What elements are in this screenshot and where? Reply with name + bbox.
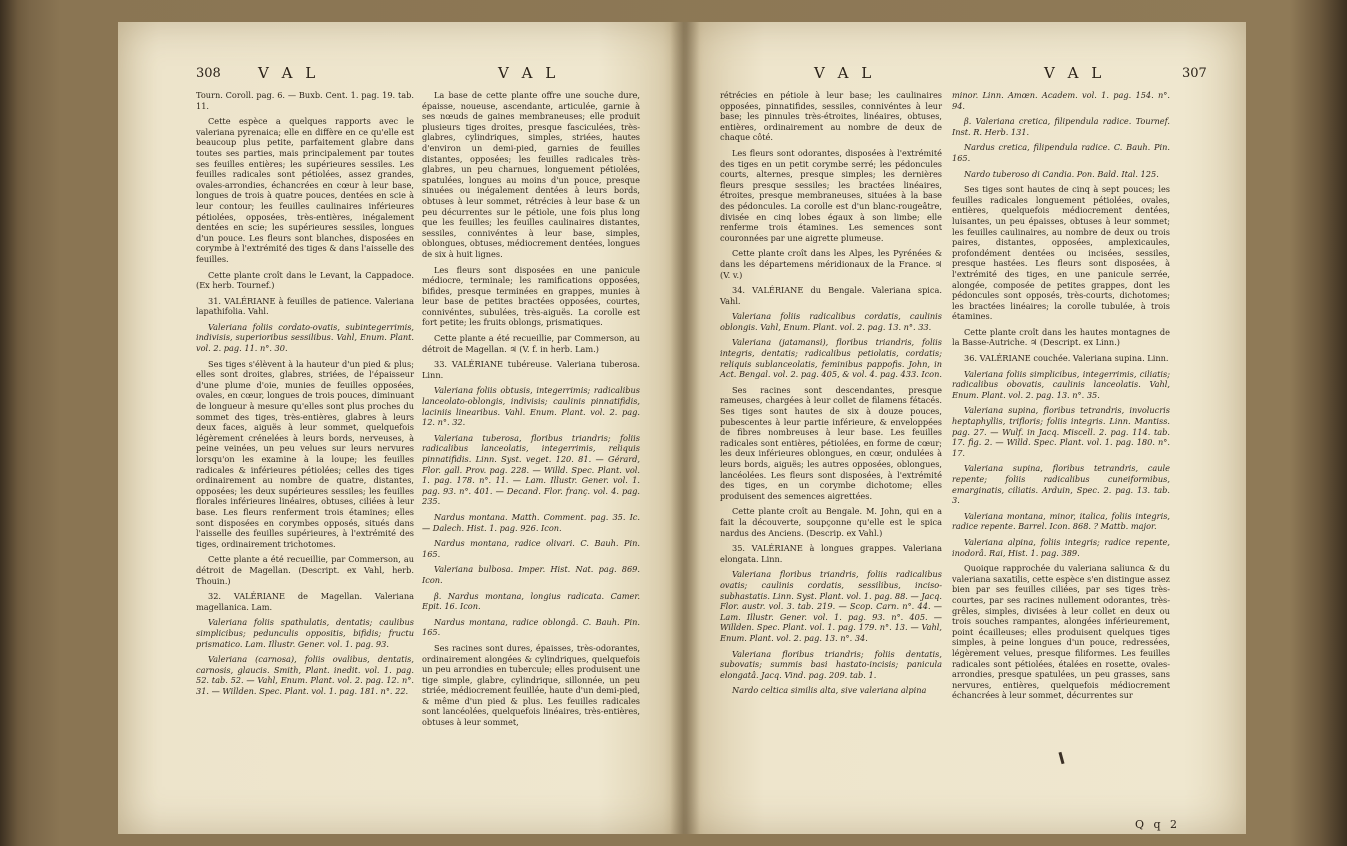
paragraph: Les fleurs sont odorantes, disposées à l'extrémité des tiges en un petit corymbe serré; les pédoncules courts, alternes, presque simples; les dernières fleurs presque sessiles; les bractées linéaires, étroites, presque membraneuses, situées à la base des pédoncules. La corolle est d'un blanc-rougeâtre, divisée en cinq lobes égaux à son limbe; elle renferme trois étamines. Les semences sont couronnées par une aigrette plumeuse. [720,147,942,243]
species-heading: 32. VALÉRIANE de Magellan. Valeriana magellanica. Lam. [196,591,414,612]
citation: β. Valeriana cretica, filipendula radice. Tournef. Inst. R. Herb. 131. [952,116,1170,137]
paragraph: Cette plante croît dans le Levant, la Cappadoce. (Ex herb. Tournef.) [196,269,414,291]
paragraph: Ses racines sont descendantes, presque rameuses, chargées à leur collet de filamens fétacés. Ses tiges sont hautes de six à douze pouces, pubescentes à leur partie inférieure, & enveloppées de fibres nombreuses à leur base. Les feuilles radicales sont entières, pétiolées, en forme de cœur; les deux inférieures oblongues, en cœur, ondulées à leurs bords, aiguës; les autres opposées, oblongues, lancéolées. Les fleurs sont disposées, à l'extrémité des tiges, en un corymbe dichotome; elles produisent des semences aigrettées. [720,384,942,501]
paragraph: Cette plante croît dans les hautes montagnes de la Basse-Autriche. ♃ (Descript. ex Linn.) [952,326,1170,348]
left-page-number: 308 [196,66,221,81]
citation: Valeriana tuberosa, floribus triandris; foliis radicalibus lanceolatis, integerrimis, reliquis pinnatifidis. Linn. Syst. veget. 120. 81. — Gérard, Flor. gall. Prov. pag. 228. — Willd. Spec. Plant. vol. 1. pag. 178. n°. 11. — Lam. Illustr. Gener. vol. 1. pag. 93. n°. 401. — Decand. Flor. franç. vol. 4. pag. 235. [422,432,640,507]
citation: Valeriana (jatamansi), floribus triandris, foliis integris, dentatis; radicalibus petiolatis, cordatis; reliquis sublanceolatis, feminibus pappofis. John, in Act. Bengal. vol. 2. pag. 405, & vol. 4. pag. 433. Icon. [720,337,942,380]
citation: Valeriana foliis cordato-ovatis, subintegerrimis, indivisis, superioribus sessilibus. Vahl, Enum. Plant. vol. 2. pag. 11. n°. 30. [196,321,414,354]
citation: Valeriana (carnosa), foliis ovalibus, dentatis, carnosis, glaucis. Smith, Plant. inedit. vol. 1. pag. 52. tab. 52. — Vahl, Enum. Plant. vol. 2. pag. 12. n°. 31. — Willden. Spec. Plant. vol. 1. pag. 181. n°. 22. [196,654,414,696]
citation: minor. Linn. Amœn. Academ. vol. 1. pag. 154. n°. 94. [952,90,1170,111]
left-running-head-1: V A L [258,64,320,82]
citation: Valeriana foliis radicalibus cordatis, caulinis oblongis. Vahl, Enum. Plant. vol. 2. pag. 13. n°. 33. [720,311,942,332]
citation: Nardus montana, radice olivari. C. Bauh. Pin. 165. [422,538,640,559]
paragraph: La base de cette plante offre une souche dure, épaisse, noueuse, ascendante, articulée, garnie à ses nœuds de gaines membraneuses; elle produit plusieurs tiges droites, presque fasciculées, très-glabres, cylindriques, simples, striées, hautes d'environ un demi-pied, garnies de feuilles distantes, opposées; les feuilles radicales très-glabres, un peu charnues, longuement pétiolées, spatulées, longues au moins d'un pouce, presque sinuées ou inégalement dentées à leurs bords, obtuses à leur sommet, rétrécies à leur base & un peu décurrentes sur le pétiole, une fois plus long que les feuilles; les feuilles caulinaires distantes, sessiles, connivéntes à leur base, simples, oblongues, obtuses, médiocrement dentées, longues de six à huit lignes. [422,90,640,259]
citation: β. Nardus montana, longius radicata. Camer. Epit. 16. Icon. [422,590,640,612]
citation: Valeriana alpina, foliis integris; radice repente, inodorâ. Rai, Hist. 1. pag. 389. [952,536,1170,558]
paragraph: Cette espèce a quelques rapports avec le valeriana pyrenaica; elle en diffère en ce qu'elle est beaucoup plus petite, parfaitement glabre dans toutes ses parties, mais principalement par toutes ses feuilles entières; les supérieures sessiles. Les feuilles radicales sont pétiolées, assez grandes, ovales-arrondies, échancrées en cœur à leur base, longues de trois à quatre pouces, dentées en scie à leur contour; les feuilles caulinaires inférieures pétiolées, opposées, très-entières, inégalement dentées en scie; les supérieures sessiles, longues d'un pouce. Les fleurs sont blanches, disposées en corymbe à l'extrémité des tiges & dans l'aisselle des feuilles. [196,116,414,264]
citation: Valeriana foliis simplicibus, integerrimis, ciliatis; radicalibus obovatis, caulinis lanceolatis. Vahl, Enum. Plant. vol. 2. pag. 13. n°. 35. [952,368,1170,400]
paragraph: Les fleurs sont disposées en une panicule médiocre, terminale; les ramifications opposées, bifides, presque terminées en grappes, munies à leur base de petites bractées opposées, courtes, connivéntes, subulées, très-aiguës. La corolle est fort petite; les fruits oblongs, prismatiques. [422,264,640,328]
species-heading: 35. VALÉRIANE à longues grappes. Valeriana elongata. Linn. [720,543,942,564]
paragraph: rétrécies en pétiole à leur base; les caulinaires opposées, pinnatifides, sessiles, connivéntes à leur base; les pinnules très-étroites, linéaires, obtuses, entières, ordinairement au nombre de deux de chaque côté. [720,90,942,143]
right-column-1 [720,90,942,701]
right-page [684,22,1246,834]
right-running-head-2: V A L [1044,64,1106,82]
species-heading: 34. VALÉRIANE du Bengale. Valeriana spica. Vahl. [720,285,942,306]
citation: Nardus montana. Matth. Comment. pag. 35. Ic. — Dalech. Hist. 1. pag. 926. Icon. [422,511,640,533]
paragraph: Quoique rapprochée du valeriana saliunca & du valeriana saxatilis, cette espèce s'en distingue assez bien par ses feuilles ciliées, par ses tiges très-courtes, par ses racines nullement odorantes, très-grêles, simples, divisées à leur collet en deux ou trois souches rampantes, alongées inférieurement, point écailleuses; elles produisent quelques tiges simples, à peine longues d'un pouce, redressées, légèrement velues, presque filiformes. Les feuilles radicales sont pétiolées, étalées en rosette, ovales-arrondies, presque spatulées, un peu grasses, sans nervures, entières, quelquefois médiocrement échancrées à leur sommet, décurrentes sur [952,563,1170,701]
citation: Valeriana floribus triandris; foliis dentatis, subovatis; summis basi hastato-incisis; panicula elongatâ. Jacq. Vind. pag. 209. tab. 1. [720,648,942,680]
citation: Nardo tuberoso di Candia. Pon. Bald. Ital. 125. [964,168,1159,179]
paragraph: Cette plante croît dans les Alpes, les Pyrénées & dans les départemens méridionaux de la France. ♃ (V. v.) [720,248,942,280]
left-page [118,22,684,834]
left-column-1 [196,90,414,701]
citation: Valeriana foliis spathulatis, dentatis; caulibus simplicibus; pedunculis oppositis, bifidis; fructu prismatico. Lam. Illustr. Gener. vol. 1. pag. 93. [196,617,414,649]
citation: Nardus montana, radice oblongâ. C. Bauh. Pin. 165. [422,616,640,638]
citation: Valeriana foliis obtusis, integerrimis; radicalibus lanceolato-oblongis, indivisis; caulinis pinnatifidis, laciniis linearibus. Vahl. Enum. Plant. vol. 2. pag. 12. n°. 32. [422,385,640,428]
species-heading: 31. VALÉRIANE à feuilles de patience. Valeriana lapathifolia. Vahl. [196,295,414,317]
paragraph: Ses tiges sont hautes de cinq à sept pouces; les feuilles radicales longuement pétiolées, ovales, entières, quelquefois médiocrement dentées, luisantes, un peu épaisses, obtuses à leur sommet; les feuilles caulinaires, au nombre de deux ou trois paires, distantes, opposées, amplexicaules, profondément dentées ou incisées, sessiles, presque hastées. Les fleurs sont disposées, à l'extrémité des tiges, en une panicule serrée, alongée, composée de petites grappes, dont les pédoncules sont opposés, très-courts, dichotomes; les bractées linéaires; la corolle tubulée, à trois étamines. [952,184,1170,322]
paragraph: Ses racines sont dures, épaisses, très-odorantes, ordinairement alongées & cylindriques, quelquefois un peu arrondies en tubercule; elles produisent une tige simple, glabre, cylindrique, sillonnée, un peu striée, médiocrement feuillée, haute d'un demi-pied, & même d'un pied & plus. Les feuilles radicales sont lancéolées, quelquefois linéaires, très-entières, obtuses à leur sommet, [422,642,640,728]
left-running-head-2: V A L [498,64,560,82]
paragraph: Ses tiges s'élèvent à la hauteur d'un pied & plus; elles sont droites, glabres, striées, de l'épaisseur d'une plume d'oie, munies de feuilles opposées, ovales, en cœur, longues de trois pouces, diminuant de longueur à mesure qu'elles sont plus proches du sommet des tiges, très-entières, glabres à leurs deux faces, aiguës à leur sommet, quelquefois légèrement crénelées à leurs bords, nerveuses, à peine veinées, un peu velues sur leurs nervures lorsqu'on les examine à la loupe; les feuilles radicales & inférieures pétiolées; celles des tiges ordinairement au nombre de quatre, distantes, opposées; les deux supérieures sessiles; les feuilles florales inférieures linéaires, obtuses, ciliées à leur base. Les fleurs renferment trois étamines; elles sont disposées en corymbes opposés, situés dans l'aisselle des feuilles supérieures, à l'extrémité des tiges, ordinairement trichotomes. [196,358,414,549]
paragraph: Cette plante a été recueillie, par Commerson, au détroit de Magellan. (Descript. ex Vahl, herb. Thouin.) [196,554,414,586]
book-gutter [670,22,700,834]
citation: Valeriana supina, floribus tetrandris, caule repente; foliis radicalibus cuneiformibus, emarginatis, ciliatis. Arduin, Spec. 2. pag. 13. tab. 3. [952,463,1170,506]
citation: Valeriana montana, minor, italica, foliis integris, radice repente. Barrel. Icon. 868. ? Mattb. major. [952,510,1170,532]
species-heading: 33. VALÉRIANE tubéreuse. Valeriana tuberosa. Linn. [422,359,640,380]
citation: Valeriana supina, floribus tetrandris, involucris heptaphyllis, trifloris; foliis integris. Linn. Mantiss. pag. 27. — Wulf. in Jacq. Miscell. 2. pag. 114. tab. 17. fig. 2. — Willd. Spec. Plant. vol. 1. pag. 180. n°. 17. [952,405,1170,458]
citation: Valeriana floribus triandris, foliis radicalibus ovatis; caulinis cordatis, sessilibus, inciso-subhastatis. Linn. Syst. Plant. vol. 1. pag. 88. — Jacq. Flor. austr. vol. 3. tab. 219. — Scop. Carn. n°. 44. — Lam. Illustr. Gener. vol. 1. pag. 93. n°. 405. — Willden. Spec. Plant. vol. 1. pag. 179. n°. 13. — Vahl, Enum. Plant. vol. 2. pag. 13. n°. 34. [720,569,942,643]
paragraph: Cette plante croît au Bengale. M. John, qui en a fait la découverte, soupçonne qu'elle est le spica nardus des Anciens. (Descrip. ex Vahl.) [720,506,942,538]
right-page-number: 307 [1182,66,1207,81]
right-running-head-1: V A L [814,64,876,82]
species-heading: 36. VALÉRIANE couchée. Valeriana supina. Linn. [964,353,1169,364]
signature-mark: Q q 2 [1134,818,1180,831]
citation: Nardus cretica, filipendula radice. C. Bauh. Pin. 165. [952,142,1170,163]
paragraph: Cette plante a été recueillie, par Commerson, au détroit de Magellan. ♃ (V. f. in herb. Lam.) [422,333,640,354]
left-column-2 [422,90,640,733]
citation: Nardo celtica similis alta, sive valeriana alpina [732,685,927,696]
right-column-2 [952,90,1170,706]
paragraph: Tourn. Coroll. pag. 6. — Buxb. Cent. 1. pag. 19. tab. 11. [196,90,414,111]
citation: Valeriana bulbosa. Imper. Hist. Nat. pag. 869. Icon. [422,564,640,585]
